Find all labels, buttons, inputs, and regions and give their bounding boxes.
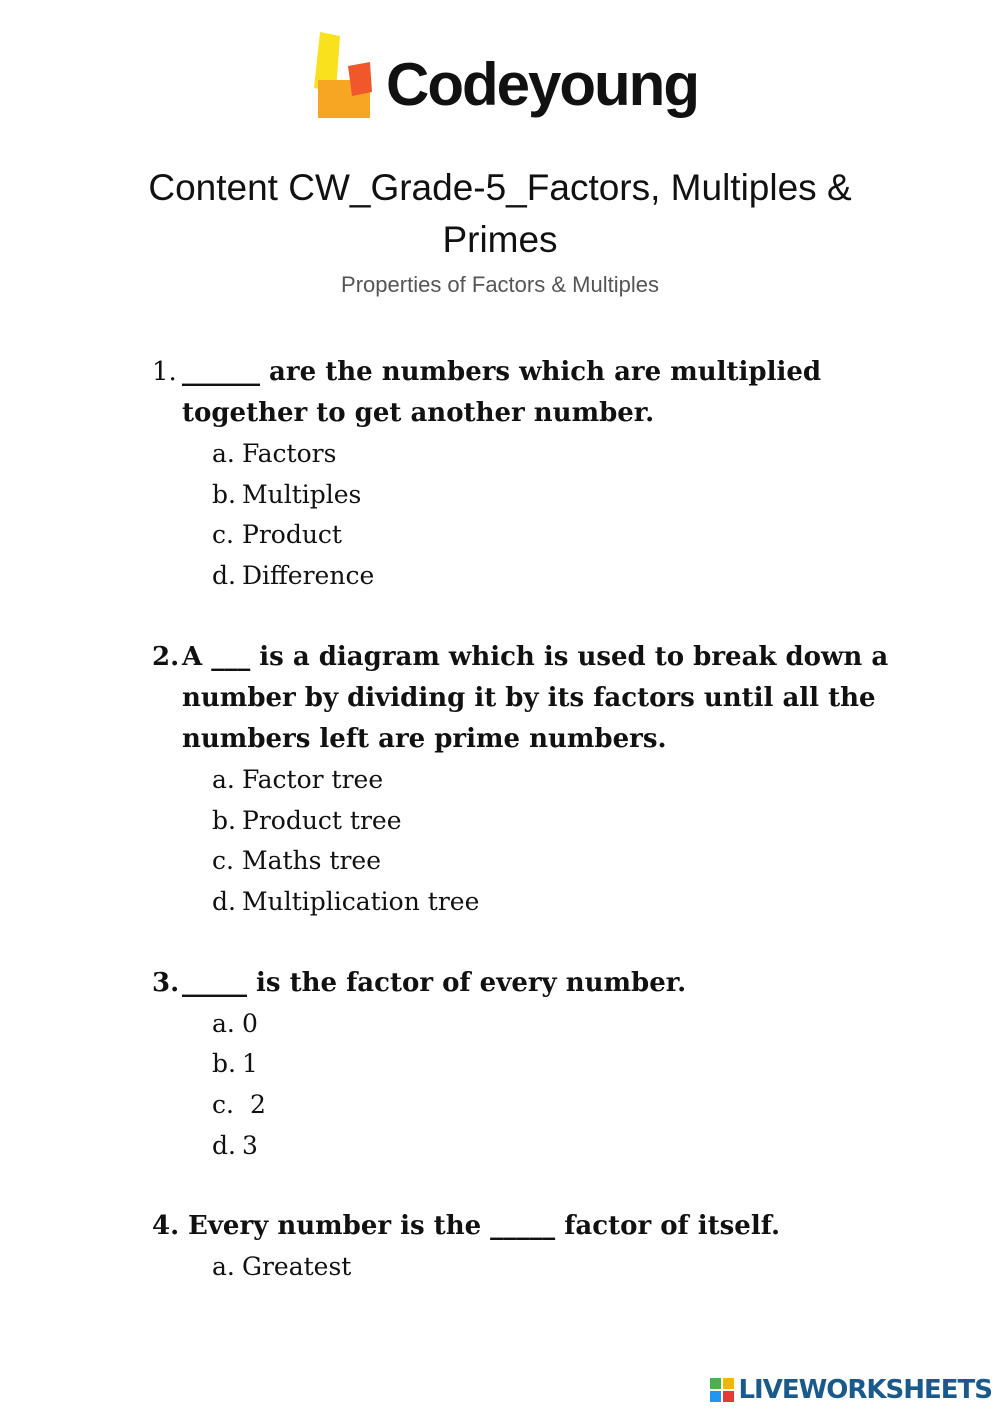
option-c[interactable] (212, 841, 912, 882)
option-text: Factors (242, 439, 337, 468)
question-3-prompt (152, 963, 912, 1004)
option-c[interactable] (212, 1085, 912, 1126)
question-4-options (152, 1247, 912, 1288)
option-letter: b. (212, 805, 236, 835)
option-letter: a. (212, 1008, 235, 1038)
question-text-line: together to get another number. (182, 398, 655, 428)
codeyoung-logo-text: Codeyoung (386, 51, 698, 118)
option-b[interactable] (212, 801, 912, 842)
option-b[interactable] (212, 475, 912, 516)
option-letter: b. (212, 479, 236, 509)
option-d[interactable] (212, 1126, 912, 1167)
question-1-prompt (152, 352, 912, 434)
question-2-options (152, 760, 912, 923)
page-title (100, 162, 900, 266)
title-line-1: Content CW_Grade-5_Factors, Multiples & (148, 167, 852, 208)
question-1 (152, 352, 912, 597)
option-text: 1 (242, 1049, 258, 1079)
option-text: Multiplication tree (242, 886, 480, 916)
option-text: Factor tree (242, 764, 384, 794)
question-text-line: _____ is the factor of every number. (182, 967, 687, 998)
option-letter: a. (212, 764, 235, 794)
liveworksheets-text: LIVEWORKSHEETS (738, 1375, 992, 1405)
option-text: Difference (242, 561, 375, 591)
question-2 (152, 637, 912, 923)
option-c[interactable] (212, 515, 912, 556)
option-text: 3 (242, 1130, 258, 1160)
question-4-prompt (152, 1206, 912, 1247)
question-number: 4. (152, 1211, 180, 1242)
option-text: 0 (242, 1008, 258, 1038)
option-d[interactable] (212, 882, 912, 923)
option-letter: b. (212, 1049, 236, 1079)
codeyoung-logo (310, 30, 700, 130)
option-letter: a. (212, 1252, 235, 1282)
option-letter: c. (212, 846, 234, 876)
question-3-options (152, 1004, 912, 1167)
question-text-line: numbers left are prime numbers. (182, 723, 667, 754)
question-number: 2. (152, 641, 180, 672)
question-text-line: A ___ is a diagram which is used to break down a (182, 641, 889, 672)
option-letter: a. (212, 439, 235, 468)
option-a[interactable] (212, 760, 912, 801)
option-a[interactable] (212, 1004, 912, 1045)
question-text-line: ______ are the numbers which are multiplied (182, 357, 822, 387)
option-letter: d. (212, 561, 236, 591)
question-1-options (152, 434, 912, 597)
option-a[interactable] (212, 434, 912, 475)
option-letter: c. (212, 1090, 234, 1120)
quiz-list (152, 352, 912, 1328)
question-3 (152, 963, 912, 1167)
option-text: Maths tree (242, 846, 382, 876)
question-4 (152, 1206, 912, 1288)
option-letter: d. (212, 886, 236, 916)
option-text: Product (242, 520, 342, 550)
liveworksheets-logo-icon (710, 1378, 734, 1402)
codeyoung-logo-mark-icon (310, 30, 380, 122)
option-a[interactable] (212, 1247, 912, 1288)
question-text-line: number by dividing it by its factors until all the (182, 682, 876, 713)
option-letter: d. (212, 1130, 236, 1160)
title-line-2: Primes (442, 219, 558, 260)
option-d[interactable] (212, 556, 912, 597)
question-2-prompt (152, 637, 912, 760)
question-text-line: Every number is the _____ factor of itself. (188, 1211, 781, 1242)
option-text: Multiples (242, 479, 362, 509)
option-text: Product tree (242, 805, 402, 835)
option-b[interactable] (212, 1044, 912, 1085)
option-text: Greatest (242, 1252, 352, 1282)
liveworksheets-brand (710, 1375, 992, 1405)
page-subtitle: Properties of Factors & Multiples (341, 272, 659, 297)
option-text: 2 (242, 1090, 266, 1120)
question-number: 1. (152, 357, 177, 387)
question-number: 3. (152, 967, 180, 998)
option-letter: c. (212, 520, 234, 550)
